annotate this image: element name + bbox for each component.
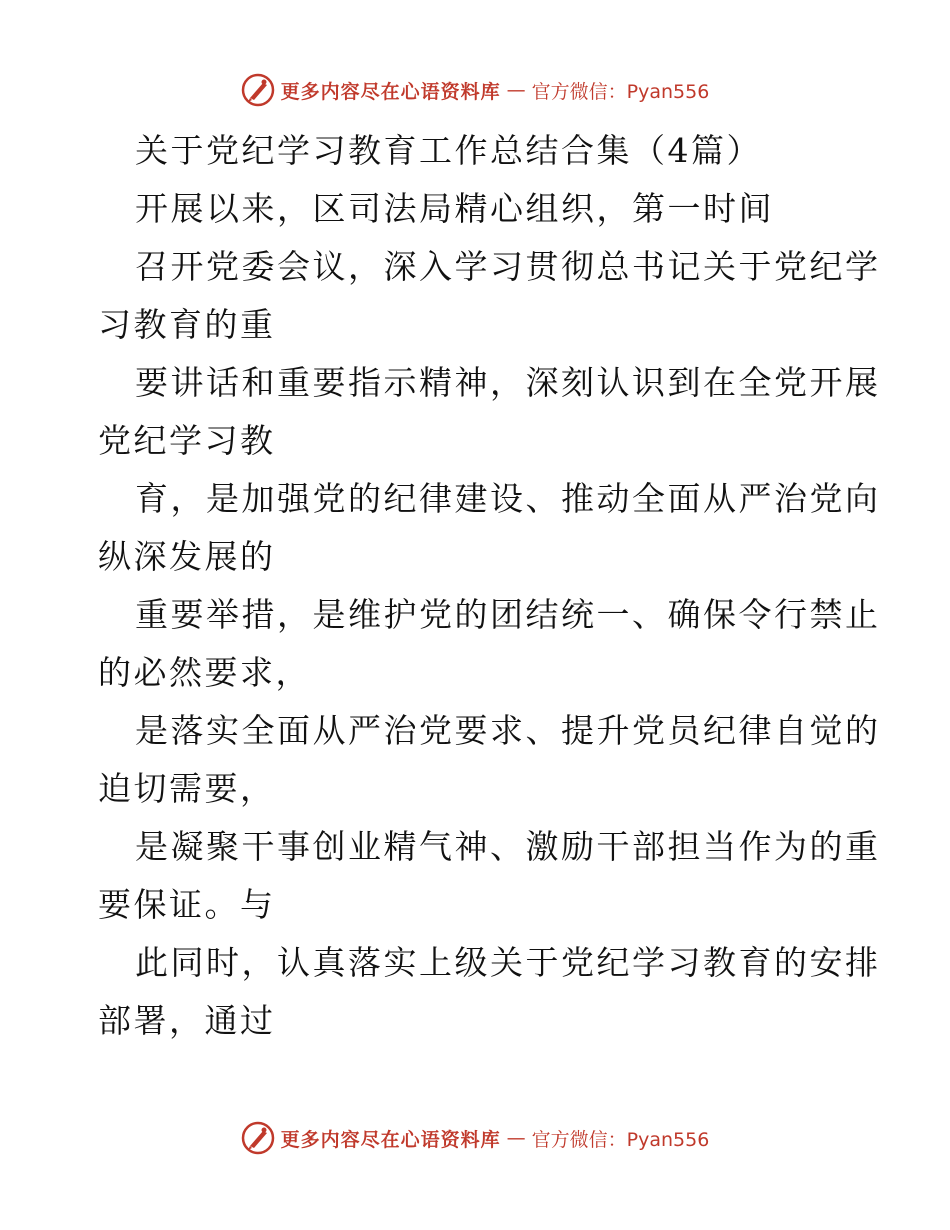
header-watermark bbox=[0, 70, 950, 110]
paragraph-line: 重要举措，是维护党的团结统一、确保令行禁止 bbox=[135, 595, 881, 634]
paragraph-line: 要保证。与 bbox=[98, 885, 276, 924]
paragraph-line: 是凝聚干事创业精气神、激励干部担当作为的重 bbox=[135, 827, 881, 866]
paragraph-line: 育，是加强党的纪律建设、推动全面从严治党向 bbox=[135, 479, 881, 518]
paragraph-line: 此同时，认真落实上级关于党纪学习教育的安排 bbox=[135, 943, 881, 982]
footer-watermark bbox=[0, 1118, 950, 1158]
paragraph-line: 是落实全面从严治党要求、提升党员纪律自觉的 bbox=[135, 711, 881, 750]
brand-separator: — bbox=[506, 1127, 526, 1149]
brand-name: 更多内容尽在心语资料库 bbox=[280, 80, 501, 103]
paragraph-line: 要讲话和重要指示精神，深刻认识到在全党开展 bbox=[135, 363, 881, 402]
paragraph-line: 习教育的重 bbox=[98, 305, 276, 344]
brand-name: 更多内容尽在心语资料库 bbox=[280, 1128, 501, 1151]
document-body bbox=[98, 122, 881, 1050]
paragraph-line: 党纪学习教 bbox=[98, 421, 276, 460]
document-title: 关于党纪学习教育工作总结合集（4篇） bbox=[135, 131, 762, 170]
paragraph-line: 部署，通过 bbox=[98, 1001, 276, 1040]
paragraph-line: 召开党委会议，深入学习贯彻总书记关于党纪学 bbox=[135, 247, 881, 286]
quill-pen-logo-icon bbox=[241, 73, 275, 107]
quill-pen-logo-icon bbox=[241, 1121, 275, 1155]
paragraph-line: 开展以来，区司法局精心组织，第一时间 bbox=[135, 189, 774, 228]
brand-contact: 官方微信：Pyan556 bbox=[531, 80, 710, 103]
brand-separator: — bbox=[506, 79, 526, 101]
paragraph-line: 纵深发展的 bbox=[98, 537, 276, 576]
paragraph-line: 迫切需要， bbox=[98, 769, 276, 808]
paragraph-line: 的必然要求， bbox=[98, 653, 311, 692]
brand-contact: 官方微信：Pyan556 bbox=[531, 1128, 710, 1151]
